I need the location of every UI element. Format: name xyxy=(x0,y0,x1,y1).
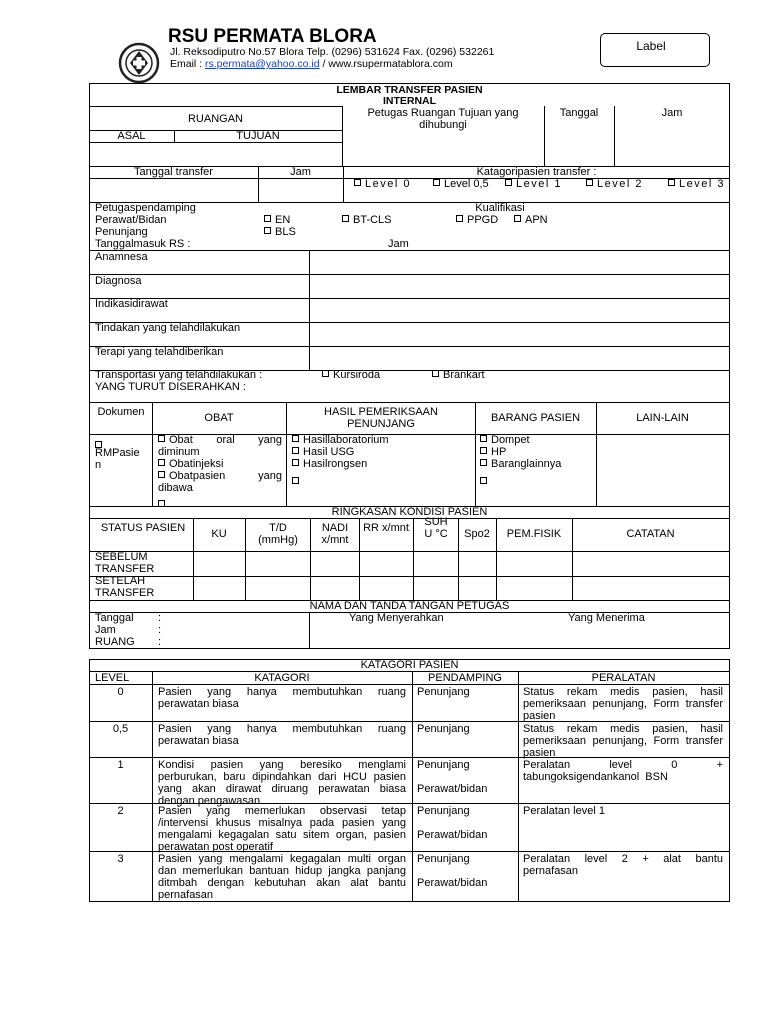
kategori-row-katagori: Pasien yang hanya membutuhkan ruang perawatan biasa xyxy=(158,686,406,710)
yang-turut-label: YANG TURUT DISERAHKAN : xyxy=(95,381,246,393)
kategori-row-peralatan: Peralatan level 2 + alat bantu pernafasan xyxy=(523,853,723,877)
tanggal-masuk-label: Tanggalmasuk RS : xyxy=(95,238,191,250)
nadi-header: NADI x/mnt xyxy=(321,522,349,546)
kategori-header-level: LEVEL xyxy=(95,672,130,684)
kategori-row-peralatan: Peralatan level 0 + tabungoksigendankanol BSN xyxy=(523,759,723,783)
kategori-row-level: 1 xyxy=(117,759,124,771)
kategori-header-pendamping: PENDAMPING xyxy=(428,672,502,684)
hospital-logo xyxy=(118,42,160,84)
kategori-row-level: 3 xyxy=(117,853,124,865)
suhu-header: SUH U °C xyxy=(424,516,448,540)
label-box-text: Label xyxy=(636,39,666,53)
website-text: / www.rsupermatablora.com xyxy=(319,58,453,70)
penunjang-label: Penunjang xyxy=(95,226,148,238)
option-ppgd[interactable]: PPGD xyxy=(456,214,498,226)
kategori-row-pendamping: Penunjang xyxy=(417,759,470,771)
kategori-row-pendamping: Penunjang xyxy=(417,805,470,817)
hasil-item-rongsen[interactable]: Hasilrongsen xyxy=(292,458,367,470)
jam-transfer-label: Jam xyxy=(290,166,311,178)
sebelum-transfer-label: SEBELUM TRANSFER xyxy=(95,551,155,575)
level-option-1[interactable]: Level 1 xyxy=(505,178,562,190)
kategori-row-peralatan: Status rekam medis pasien, hasil pemeriksaan penunjang, Form transfer pasien xyxy=(523,686,723,722)
petugas-tujuan-label: Petugas Ruangan Tujuan yang dihubungi xyxy=(367,107,519,131)
jam-masuk-label: Jam xyxy=(388,238,409,250)
yang-menerima-label: Yang Menerima xyxy=(568,612,645,624)
option-apn[interactable]: APN xyxy=(514,214,548,226)
transportasi-label: Transportasi yang telahdilakukan : xyxy=(95,369,263,381)
spo2-header: Spo2 xyxy=(464,528,490,540)
barang-item-lain[interactable]: Baranglainnya xyxy=(480,458,561,470)
dokumen-rm-pasien: RMPasien xyxy=(95,447,140,471)
obat-item-oral[interactable]: Obat oral yang diminum xyxy=(158,434,282,458)
yang-menyerahkan-label: Yang Menyerahkan xyxy=(349,612,444,624)
kategori-row-peralatan: Status rekam medis pasien, hasil pemeriksaan penunjang, Form transfer pasien xyxy=(523,723,723,759)
level-option-2[interactable]: Level 2 xyxy=(586,178,643,190)
kategori-title: KATAGORI PASIEN xyxy=(360,659,459,671)
kategori-row-pendamping-2: Perawat/bidan xyxy=(417,783,488,795)
sig-colon-1: : xyxy=(158,612,162,624)
kategori-row-level: 2 xyxy=(117,805,124,817)
sig-colon-2: : xyxy=(158,624,162,636)
pem-fisik-header: PEM.FISIK xyxy=(506,528,562,540)
kategori-row-pendamping: Penunjang xyxy=(417,853,470,865)
col-lain: LAIN-LAIN xyxy=(636,412,689,424)
nama-ttd-title: NAMA DAN TANDA TANGAN PETUGAS xyxy=(309,600,510,612)
level-option-0-5[interactable]: Level 0,5 xyxy=(433,178,489,190)
ku-header: KU xyxy=(211,528,227,540)
perawat-bidan-label: Perawat/Bidan xyxy=(95,214,167,226)
indikasi-label: Indikasidirawat xyxy=(95,298,168,310)
option-en[interactable]: EN xyxy=(264,214,290,226)
setelah-transfer-label: SETELAH TRANSFER xyxy=(95,575,155,599)
kategori-header-peralatan: PERALATAN xyxy=(591,672,656,684)
col-obat: OBAT xyxy=(204,412,234,424)
tindakan-label: Tindakan yang telahdilakukan xyxy=(95,322,241,334)
anamnesa-label: Anamnesa xyxy=(95,251,148,263)
col-dokumen: Dokumen xyxy=(97,406,145,418)
obat-item-dibawa[interactable]: Obatpasien yang dibawa xyxy=(158,470,282,494)
ruangan-label: RUANGAN xyxy=(187,113,243,125)
col-hasil: HASIL PEMERIKSAAN PENUNJANG xyxy=(324,406,438,430)
col-barang: BARANG PASIEN xyxy=(490,412,581,424)
hospital-contact xyxy=(170,58,453,70)
obat-item-injeksi[interactable]: Obatinjeksi xyxy=(158,458,223,470)
kualifikasi-label: Kualifikasi xyxy=(475,202,525,214)
hasil-item-extra[interactable] xyxy=(292,472,303,490)
status-pasien-header: STATUS PASIEN xyxy=(100,522,186,534)
sig-tanggal-label: Tanggal xyxy=(95,612,134,624)
label-box xyxy=(600,33,710,67)
terapi-label: Terapi yang telahdiberikan xyxy=(95,346,224,358)
kategori-row-katagori: Pasien yang hanya membutuhkan ruang perawatan biasa xyxy=(158,723,406,747)
kategori-row-peralatan: Peralatan level 1 xyxy=(523,805,605,817)
option-brankart[interactable]: Brankart xyxy=(432,369,485,381)
kategori-row-pendamping-2: Perawat/bidan xyxy=(417,877,488,889)
tanggal-header: Tanggal xyxy=(559,107,599,119)
sig-jam-label: Jam xyxy=(95,624,116,636)
email-prefix: Email : xyxy=(170,58,206,70)
option-bt-cls[interactable]: BT-CLS xyxy=(342,214,392,226)
barang-item-dompet[interactable]: Dompet xyxy=(480,434,530,446)
kategori-row-katagori: Kondisi pasien yang beresiko menglami perburukan, baru dipindahkan dari HCU pasien yang akan dirawat diruang perawatan biasa dengan pengawasan xyxy=(158,759,406,807)
hasil-item-usg[interactable]: Hasil USG xyxy=(292,446,354,458)
td-header: T/D (mmHg) xyxy=(258,522,298,546)
petugas-pendamping-label: Petugaspendamping xyxy=(95,202,196,214)
kategori-header-katagori: KATAGORI xyxy=(254,672,310,684)
barang-item-extra[interactable] xyxy=(480,472,491,490)
option-kursiroda[interactable]: Kursiroda xyxy=(322,369,380,381)
kategori-row-katagori: Pasien yang memerlukan observasi tetap /intervensi khusus misalnya pada pasien yang mengalami kegagalan satu sitem organ, pasien perawatan post operatif xyxy=(158,805,406,853)
hospital-name: RSU PERMATA BLORA xyxy=(168,26,377,47)
catatan-header: CATATAN xyxy=(626,528,675,540)
jam-header: Jam xyxy=(661,107,683,119)
option-bls[interactable]: BLS xyxy=(264,226,296,238)
hospital-address: Jl. Reksodiputro No.57 Blora Telp. (0296) 531624 Fax. (0296) 532261 xyxy=(170,46,495,58)
diagnosa-label: Diagnosa xyxy=(95,275,142,287)
rr-header: RR x/mnt xyxy=(363,522,409,534)
form-title: LEMBAR TRANSFER PASIEN xyxy=(336,84,483,96)
kategori-row-pendamping-2: Perawat/bidan xyxy=(417,829,488,841)
tanggal-transfer-label: Tanggal transfer xyxy=(134,166,213,178)
tujuan-label: TUJUAN xyxy=(236,130,280,142)
kategori-row-katagori: Pasien yang mengalami kegagalan multi organ dan memerlukan bantuan hidup jangka panjang ditmbah dengan kebutuhan akan alat bantu pernafasan xyxy=(158,853,406,901)
kategori-row-level: 0 xyxy=(117,686,124,698)
kategori-row-pendamping: Penunjang xyxy=(417,723,470,735)
kategori-row-level: 0,5 xyxy=(112,723,129,735)
level-option-3[interactable]: Level 3 xyxy=(668,178,725,190)
ringkasan-title: RINGKASAN KONDISI PASIEN xyxy=(331,506,488,518)
sig-ruang-label: RUANG xyxy=(95,636,135,648)
kategori-row-pendamping: Penunjang xyxy=(417,686,470,698)
sig-colon-3: : xyxy=(158,636,162,648)
barang-item-hp[interactable]: HP xyxy=(480,446,506,458)
form-subtitle: INTERNAL xyxy=(382,95,437,107)
hasil-item-lab[interactable]: Hasillaboratorium xyxy=(292,434,389,446)
kategori-transfer-label: Katagoripasien transfer : xyxy=(476,166,597,178)
level-option-0[interactable]: Level 0 xyxy=(354,178,411,190)
email-link[interactable]: rs.permata@yahoo.co.id xyxy=(205,58,320,70)
asal-label: ASAL xyxy=(117,130,146,142)
